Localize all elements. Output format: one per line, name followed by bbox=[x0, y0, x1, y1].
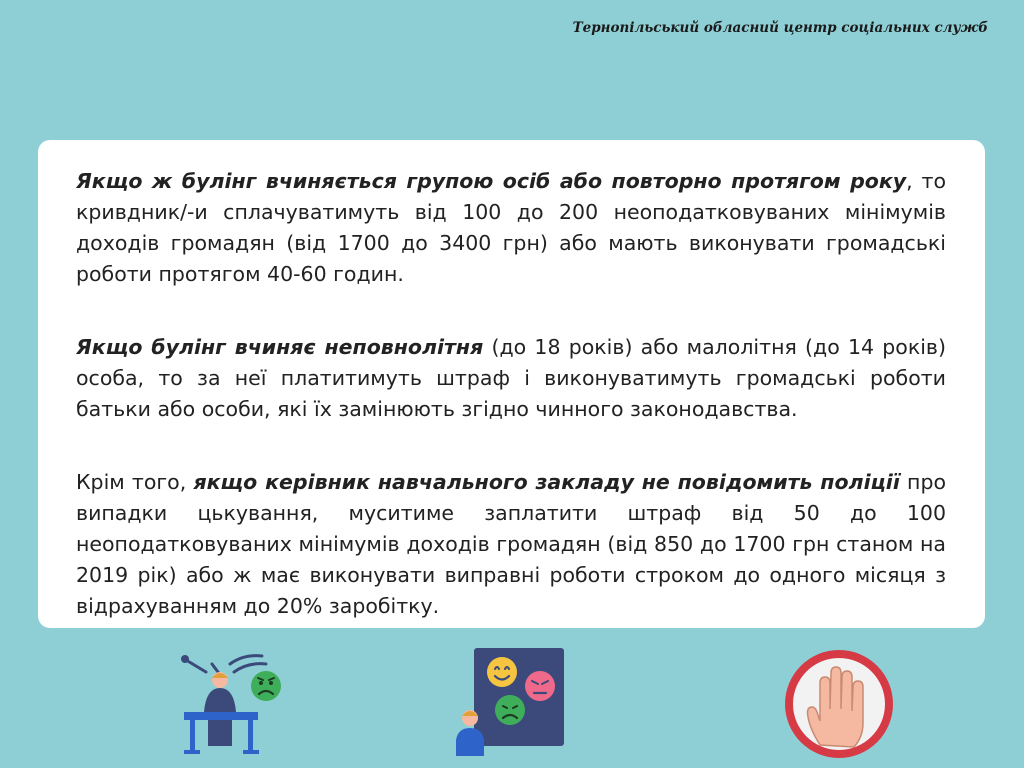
paragraph-rest: (до 18 років) або малолітня (до 14 років) особа, то за неї платитимуть штраф і виконуватимуть громадські роботи батьки або особи, які їх замінюють згідно чинного законодавства. bbox=[76, 335, 946, 421]
paragraph-school-head bbox=[76, 467, 946, 622]
paragraph-emphasis: якщо керівник навчального закладу не повідомить поліції bbox=[193, 470, 900, 494]
paragraph-rest: про випадки цькування, муситиме заплатити штраф від 50 до 100 неоподатковуваних мінімумів доходів громадян (від 850 до 1700 грн станом на 2019 рік) або ж має виконувати виправні роботи строком до одного місяця з відрахуванням до 20% заробітку. bbox=[76, 470, 947, 618]
paragraph-lead: Крім того, bbox=[76, 470, 194, 494]
paragraph-minor-bullying bbox=[76, 332, 946, 425]
paragraph-rest: , то кривдник/-и сплачуватимуть від 100 до 200 неоподатковуваних мінімумів доходів громадян (від 1700 до 3400 грн) або мають виконувати громадські роботи протягом 40-60 годин. bbox=[76, 169, 946, 286]
info-card bbox=[38, 140, 985, 628]
organization-header: Тернопільський обласний центр соціальних служб bbox=[572, 20, 988, 36]
emotions-board-icon bbox=[456, 648, 568, 760]
stop-hand-icon bbox=[780, 645, 898, 763]
bullied-student-icon bbox=[178, 650, 288, 762]
paragraph-emphasis: Якщо ж булінг вчиняється групою осіб або повторно протягом року bbox=[76, 169, 907, 193]
paragraph-emphasis: Якщо булінг вчиняє неповнолітня bbox=[76, 335, 484, 359]
paragraph-group-bullying bbox=[76, 166, 946, 290]
